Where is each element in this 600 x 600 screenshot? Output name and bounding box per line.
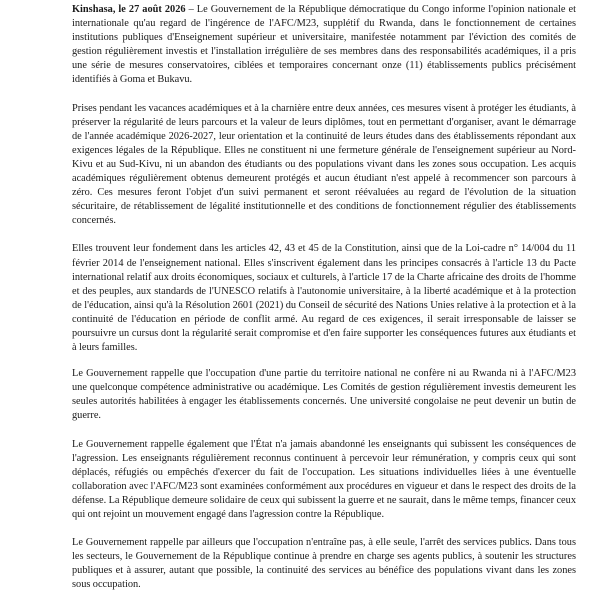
paragraph-measures: Prises pendant les vacances académiques et à la charnière entre deux années, ces mesures visent à protéger les étudiants, à préserver la régularité de leurs parcours et la valeur de leurs diplômes, tout en permettant d'organiser, avant le démarrage de l'année académique 2026-2027, leur orientation et la continuité de leurs études dans des établissements répondant aux exigences légales de la République. Elles ne constituent ni une fermeture générale de l'enseignement supérieur au Nord-Kivu et au Sud-Kivu, ni un abandon des étudiants ou des populations vivant dans les zones sous occupation. Les acquis académiques régulièrement obtenus demeurent protégés et aucun étudiant n'est appelé à recommencer son parcours à zéro. Ces mesures feront l'objet d'un suivi permanent et seront réévaluées au regard de l'évolution de la situation sécuritaire, de rétablissement de légalité institutionnelle et des conditions de fonctionnement régulier des établissements concernés.: [72, 102, 576, 227]
paragraph-intro-text: – Le Gouvernement de la République démocratique du Congo informe l'opinion nationale et internationale qu'au regard de l'ingérence de l'AFC/M23, supplétif du Rwanda, dans le fonctionnement de certaines institutions publiques d'Enseignement supérieur et universitaire, manifestée notamment par l'éviction des comités de gestion régulièrement investis et l'installation irrégulière de ses membres dans des responsabilités académiques, il a pris une série de mesures conservatoires, ciblées et temporaires concernant onze (11) établissements publics précisément identifiés à Goma et Bukavu.: [72, 4, 576, 86]
paragraph-occupation: Le Gouvernement rappelle que l'occupation d'une partie du territoire national ne confère ni au Rwanda ni à l'AFC/M23 une quelconque compétence administrative ou académique. Les Comités de gestion régulièrement investis demeurent les seules autorités habilitées à engager les établissements concernés. Une université congolaise ne peut devenir un butin de guerre.: [72, 368, 576, 422]
paragraph-intro: [72, 3, 576, 88]
dateline: Kinshasa, le 27 août 2026: [72, 4, 186, 15]
paragraph-public-services: Le Gouvernement rappelle par ailleurs que l'occupation n'entraîne pas, à elle seule, l'arrêt des services publics. Dans tous les secteurs, le Gouvernement de la République continue à prendre en charge ses agents publics, à soutenir les structures publiques et à assurer, autant que possible, la continuité des services au bénéfice des populations vivant dans les zones sous occupation.: [72, 537, 576, 591]
paragraph-legal-basis: Elles trouvent leur fondement dans les articles 42, 43 et 45 de la Constitution, ainsi que de la Loi-cadre n° 14/004 du 11 février 2014 de l'enseignement national. Elles s'inscrivent également dans les principes consacrés à l'article 13 du Pacte international relatif aux droits économiques, sociaux et culturels, à l'article 17 de la Charte africaine des droits de l'homme et des peuples, aux standards de l'UNESCO relatifs à l'autonomie universitaire, à la liberté académique et à la protection de l'éducation, ainsi qu'à la Résolution 2601 (2021) du Conseil de sécurité des Nations Unies relative à la protection et à la continuité de l'éducation en période de conflit armé. Au regard de ces exigences, il serait irresponsable de laisser se poursuivre un cursus dont la régularité serait compromise et d'en faire supporter les conséquences futures aux étudiants et à leurs familles.: [72, 243, 576, 354]
paragraph-teachers: Le Gouvernement rappelle également que l'État n'a jamais abandonné les enseignants qui subissent les conséquences de l'agression. Les enseignants régulièrement reconnus continuent à percevoir leur rémunération, y compris ceux qui sont déplacés, réfugiés ou empêchés d'exercer du fait de l'occupation. Les situations individuelles liées à une éventuelle collaboration avec l'AFC/M23 sont examinées conformément aux procédures en vigueur et dans le respect des droits de la défense. La République demeure solidaire de ceux qui subissent la guerre et ne saurait, dans le même temps, financer ceux qui ont rejoint un mouvement engagé dans l'agression contre la République.: [72, 438, 576, 520]
